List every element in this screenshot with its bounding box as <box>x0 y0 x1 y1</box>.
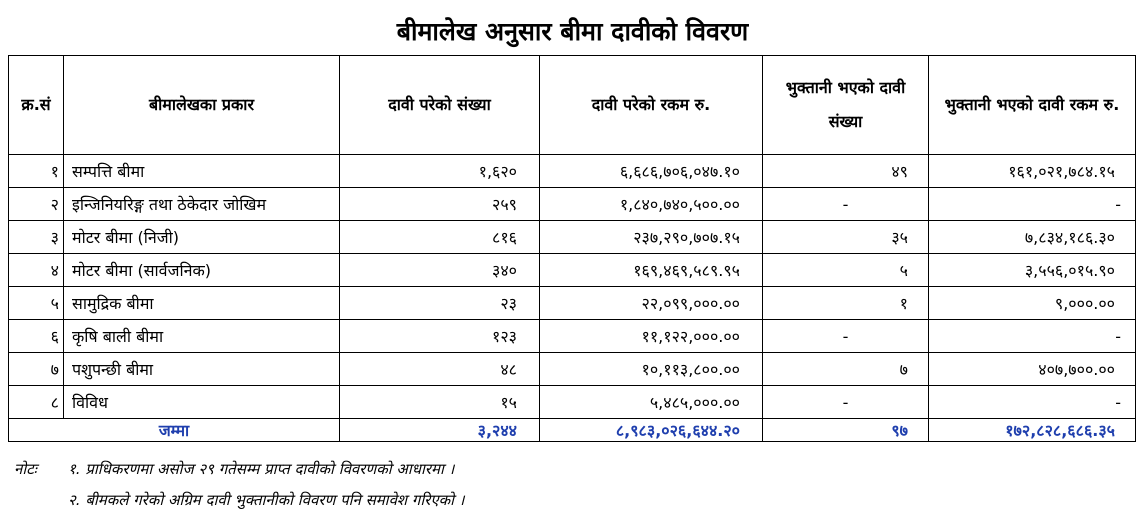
total-row <box>9 419 1136 442</box>
cell-paid-amount: - <box>929 188 1136 221</box>
table-row <box>9 188 1136 221</box>
cell-filed-amount: ५,४८५,०००.०० <box>540 386 763 419</box>
total-filed-amount: ८,९८३,०२६,६४४.२० <box>540 419 763 442</box>
cell-filed-amount: ११,१२२,०००.०० <box>540 320 763 353</box>
table-row <box>9 287 1136 320</box>
cell-paid-count: - <box>763 188 929 221</box>
table-row <box>9 155 1136 188</box>
note-item <box>14 489 465 520</box>
notes-label: नोटः <box>14 460 37 478</box>
table-row <box>9 353 1136 386</box>
note-text: १. प्राधिकरणमा असोज २९ गतेसम्म प्राप्त दावीको विवरणको आधारमा । <box>68 460 455 478</box>
cell-paid-count: ५ <box>763 254 929 287</box>
cell-sn: ३ <box>9 221 64 254</box>
cell-paid-amount: - <box>929 386 1136 419</box>
cell-paid-amount: ४०७,७००.०० <box>929 353 1136 386</box>
cell-filed-count: १५ <box>340 386 540 419</box>
header-claims-paid-amount: भुक्तानी भएको दावी रकम रु. <box>929 56 1136 155</box>
cell-type: सम्पत्ति बीमा <box>64 155 340 188</box>
cell-paid-count: ७ <box>763 353 929 386</box>
note-item <box>14 458 465 489</box>
cell-filed-count: १,६२० <box>340 155 540 188</box>
cell-paid-amount: ७,८३४,१८६.३० <box>929 221 1136 254</box>
header-policy-type: बीमालेखका प्रकार <box>64 56 340 155</box>
cell-paid-count: - <box>763 386 929 419</box>
cell-paid-amount: १६१,०२१,७८४.१५ <box>929 155 1136 188</box>
cell-filed-count: २३ <box>340 287 540 320</box>
cell-filed-count: १२३ <box>340 320 540 353</box>
cell-filed-count: ४८ <box>340 353 540 386</box>
cell-sn: ८ <box>9 386 64 419</box>
notes <box>14 458 465 520</box>
cell-paid-amount: - <box>929 320 1136 353</box>
cell-paid-count: - <box>763 320 929 353</box>
cell-type: सामुद्रिक बीमा <box>64 287 340 320</box>
total-paid-amount: १७२,८२८,६८६.३५ <box>929 419 1136 442</box>
table-row <box>9 320 1136 353</box>
cell-type: इन्जिनियरिङ्ग तथा ठेकेदार जोखिम <box>64 188 340 221</box>
header-sn: क्र.सं <box>9 56 64 155</box>
table-row <box>9 221 1136 254</box>
claims-table <box>8 55 1136 442</box>
cell-filed-count: ३४० <box>340 254 540 287</box>
cell-sn: ७ <box>9 353 64 386</box>
cell-filed-amount: १६९,४६९,५८९.९५ <box>540 254 763 287</box>
cell-sn: ५ <box>9 287 64 320</box>
cell-filed-count: ८१६ <box>340 221 540 254</box>
header-claims-paid-count: भुक्तानी भएको दावी संख्या <box>763 56 929 155</box>
note-text: २. बीमकले गरेको अग्रिम दावी भुक्तानीको विवरण पनि समावेश गरिएको । <box>68 491 465 509</box>
cell-paid-count: ४९ <box>763 155 929 188</box>
cell-type: कृषि बाली बीमा <box>64 320 340 353</box>
cell-paid-count: ३५ <box>763 221 929 254</box>
cell-type: विविध <box>64 386 340 419</box>
cell-sn: ६ <box>9 320 64 353</box>
total-paid-count: ९७ <box>763 419 929 442</box>
table-row <box>9 254 1136 287</box>
cell-type: मोटर बीमा (निजी) <box>64 221 340 254</box>
total-label: जम्मा <box>9 419 340 442</box>
cell-filed-amount: १०,११३,८००.०० <box>540 353 763 386</box>
cell-sn: २ <box>9 188 64 221</box>
total-filed-count: ३,२४४ <box>340 419 540 442</box>
cell-paid-amount: ९,०००.०० <box>929 287 1136 320</box>
cell-filed-count: २५९ <box>340 188 540 221</box>
cell-filed-amount: ६,६८६,७०६,०४७.१० <box>540 155 763 188</box>
cell-filed-amount: २२,०९९,०००.०० <box>540 287 763 320</box>
cell-type: पशुपन्छी बीमा <box>64 353 340 386</box>
cell-filed-amount: १,८४०,७४०,५००.०० <box>540 188 763 221</box>
table-header-row <box>9 56 1136 155</box>
cell-sn: १ <box>9 155 64 188</box>
cell-paid-amount: ३,५५६,०१५.९० <box>929 254 1136 287</box>
header-claims-filed-count: दावी परेको संख्या <box>340 56 540 155</box>
header-claims-filed-amount: दावी परेको रकम रु. <box>540 56 763 155</box>
cell-sn: ४ <box>9 254 64 287</box>
cell-type: मोटर बीमा (सार्वजनिक) <box>64 254 340 287</box>
cell-filed-amount: २३७,२९०,७०७.१५ <box>540 221 763 254</box>
cell-paid-count: १ <box>763 287 929 320</box>
page-title: बीमालेख अनुसार बीमा दावीको विवरण <box>396 17 749 46</box>
table-row <box>9 386 1136 419</box>
